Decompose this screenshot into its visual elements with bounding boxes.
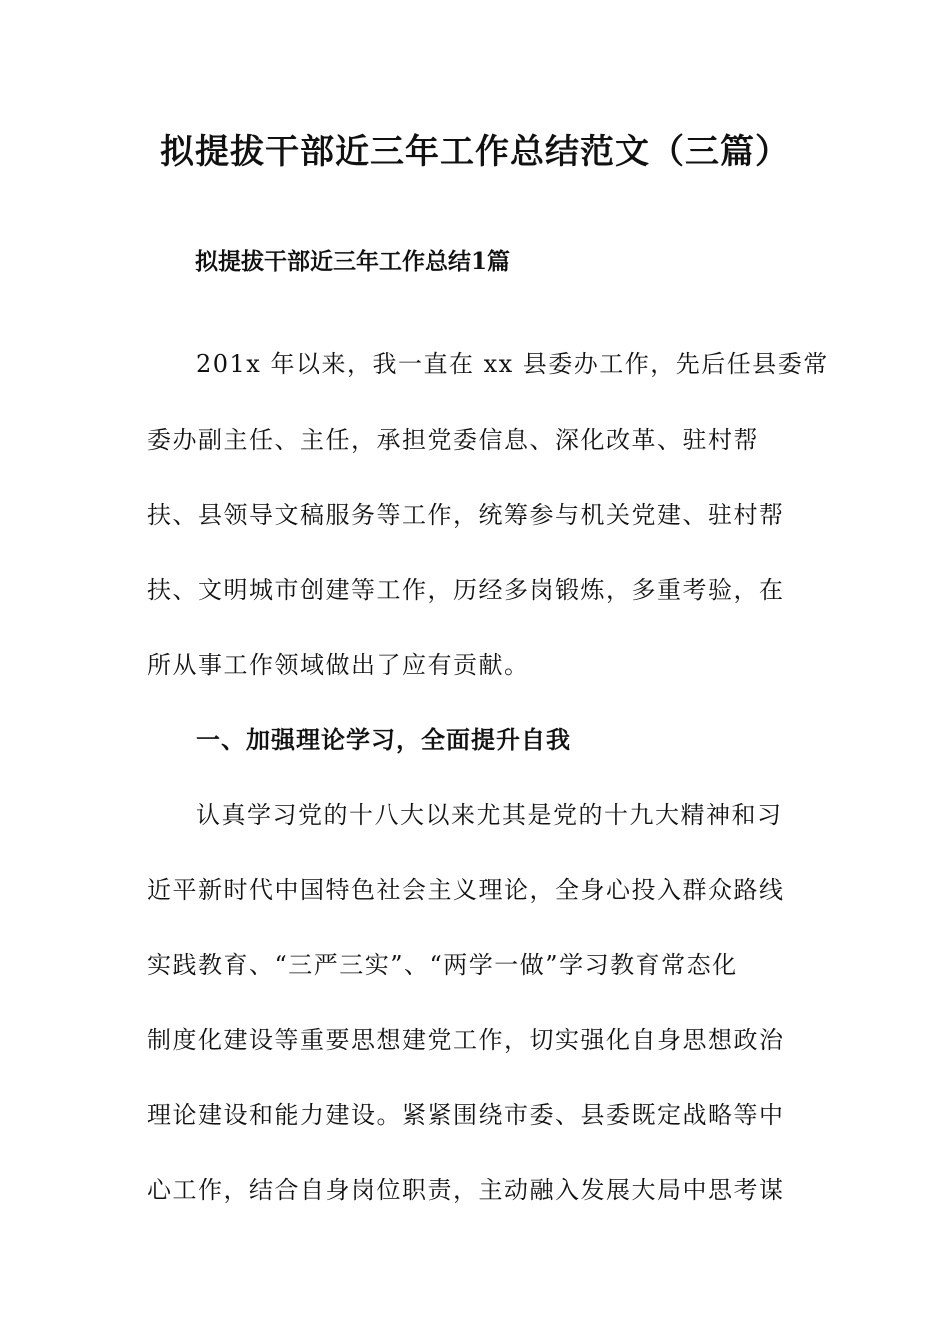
section-heading: 一、加强理论学习，全面提升自我 xyxy=(196,725,571,754)
paragraph-line: 所从事工作领域做出了应有贡献。 xyxy=(147,651,530,679)
document-title: 拟提拔干部近三年工作总结范文（三篇） xyxy=(160,132,790,172)
paragraph-line: 制度化建设等重要思想建党工作，切实强化自身思想政治 xyxy=(147,1026,785,1054)
paragraph-line: 201x 年以来，我一直在 xx 县委办工作，先后任县委常 xyxy=(196,350,829,378)
paragraph-line: 扶、县领导文稿服务等工作，统筹参与机关党建、驻村帮 xyxy=(147,501,785,529)
paragraph-line: 扶、文明城市创建等工作，历经多岗锻炼，多重考验，在 xyxy=(147,576,785,604)
section-title: 拟提拔干部近三年工作总结1篇 xyxy=(195,248,511,275)
paragraph-line: 认真学习党的十八大以来尤其是党的十九大精神和习 xyxy=(196,801,783,829)
paragraph-line: 委办副主任、主任，承担党委信息、深化改革、驻村帮 xyxy=(147,426,759,454)
paragraph-line: 实践教育、“三严三实”、“两学一做”学习教育常态化 xyxy=(147,951,738,979)
paragraph-line: 近平新时代中国特色社会主义理论，全身心投入群众路线 xyxy=(147,876,785,904)
paragraph-line: 心工作，结合自身岗位职责，主动融入发展大局中思考谋 xyxy=(147,1176,785,1204)
paragraph-line: 理论建设和能力建设。紧紧围绕市委、县委既定战略等中 xyxy=(147,1101,785,1129)
